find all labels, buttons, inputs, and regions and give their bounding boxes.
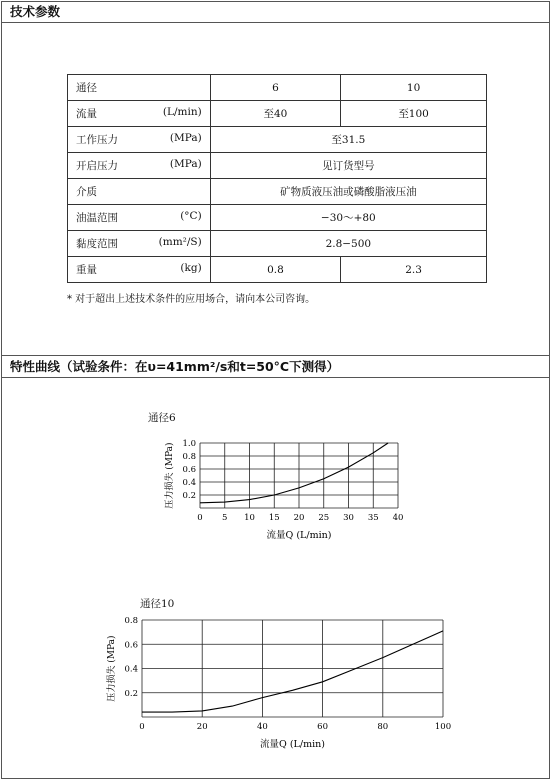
chart2-title: 通径10: [140, 598, 175, 610]
params-row: [68, 127, 487, 153]
param-value: 2.8−500: [210, 231, 486, 257]
x-tick-label: 25: [318, 513, 330, 523]
params-row: [68, 179, 487, 205]
params-note: * 对于超出上述技术条件的应用场合，请向本公司咨询。: [67, 294, 316, 305]
section-title-curves: 特性曲线（试验条件：在υ=41mm²/s和t=50°C下测得）: [1, 356, 550, 378]
param-label: [68, 127, 211, 153]
param-label: [68, 153, 211, 179]
param-value: 至100: [341, 101, 487, 127]
param-unit: (L/min): [162, 106, 202, 118]
param-value: −30～+80: [210, 205, 486, 231]
x-tick-label: 40: [256, 722, 268, 732]
param-name: 工作压力: [76, 134, 118, 146]
x-axis-label: 流量Q (L/min): [260, 739, 325, 750]
param-value: 0.8: [210, 257, 340, 283]
y-tick-label: 0.6: [182, 465, 196, 475]
param-value: 矿物质液压油或磷酸脂液压油: [210, 179, 486, 205]
param-value: 2.3: [341, 257, 487, 283]
param-value: 见订货型号: [210, 153, 486, 179]
param-unit: (MPa): [169, 132, 202, 144]
param-unit: (MPa): [169, 158, 202, 170]
params-row: [68, 101, 487, 127]
chart1-title: 通径6: [148, 412, 176, 424]
x-tick-label: 20: [196, 722, 208, 732]
param-label: [68, 257, 211, 283]
param-name: 开启压力: [76, 160, 118, 172]
y-tick-label: 0.4: [182, 478, 196, 488]
x-axis-label: 流量Q (L/min): [266, 530, 332, 541]
params-row: [68, 231, 487, 257]
section-title-params: 技术参数: [1, 1, 550, 23]
params-table: [67, 74, 487, 283]
x-tick-label: 100: [434, 722, 452, 732]
param-value: 10: [341, 75, 487, 101]
params-row: [68, 257, 487, 283]
param-name: 黏度范围: [76, 238, 118, 250]
param-label: [68, 231, 211, 257]
y-tick-label: 1.0: [182, 439, 196, 449]
y-axis-label: 压力损失 (MPa): [107, 635, 117, 702]
x-tick-label: 15: [268, 513, 280, 523]
param-name: 介质: [76, 186, 97, 198]
y-axis-label: 压力损失 (MPa): [165, 442, 175, 509]
x-tick-label: 30: [343, 513, 354, 523]
param-value: 至40: [210, 101, 340, 127]
params-row: [68, 75, 487, 101]
x-tick-label: 40: [392, 513, 404, 523]
params-row: [68, 205, 487, 231]
x-tick-label: 5: [222, 513, 228, 523]
param-label: [68, 101, 211, 127]
param-label: [68, 205, 211, 231]
param-label: [68, 75, 211, 101]
x-tick-label: 35: [367, 513, 379, 523]
x-tick-label: 80: [377, 722, 389, 732]
param-name: 流量: [76, 108, 97, 120]
y-tick-label: 0.2: [182, 491, 196, 501]
param-value: 至31.5: [210, 127, 486, 153]
y-tick-label: 0.8: [124, 616, 138, 626]
param-name: 油温范围: [76, 212, 118, 224]
param-name: 通径: [76, 82, 97, 94]
y-tick-label: 0.8: [182, 452, 196, 462]
y-tick-label: 0.4: [124, 664, 138, 675]
x-tick-label: 60: [317, 722, 329, 732]
param-unit: (°C): [180, 210, 202, 222]
x-tick-label: 20: [293, 513, 305, 523]
y-tick-label: 0.6: [124, 640, 138, 651]
params-row: [68, 153, 487, 179]
x-tick-label: 0: [197, 513, 203, 523]
param-unit: (mm²/S): [158, 236, 202, 248]
param-unit: (kg): [180, 262, 202, 274]
param-label: [68, 179, 211, 205]
param-value: 6: [210, 75, 340, 101]
x-tick-label: 10: [244, 513, 255, 523]
param-name: 重量: [76, 264, 97, 276]
y-tick-label: 0.2: [124, 688, 138, 699]
x-tick-label: 0: [139, 722, 145, 732]
